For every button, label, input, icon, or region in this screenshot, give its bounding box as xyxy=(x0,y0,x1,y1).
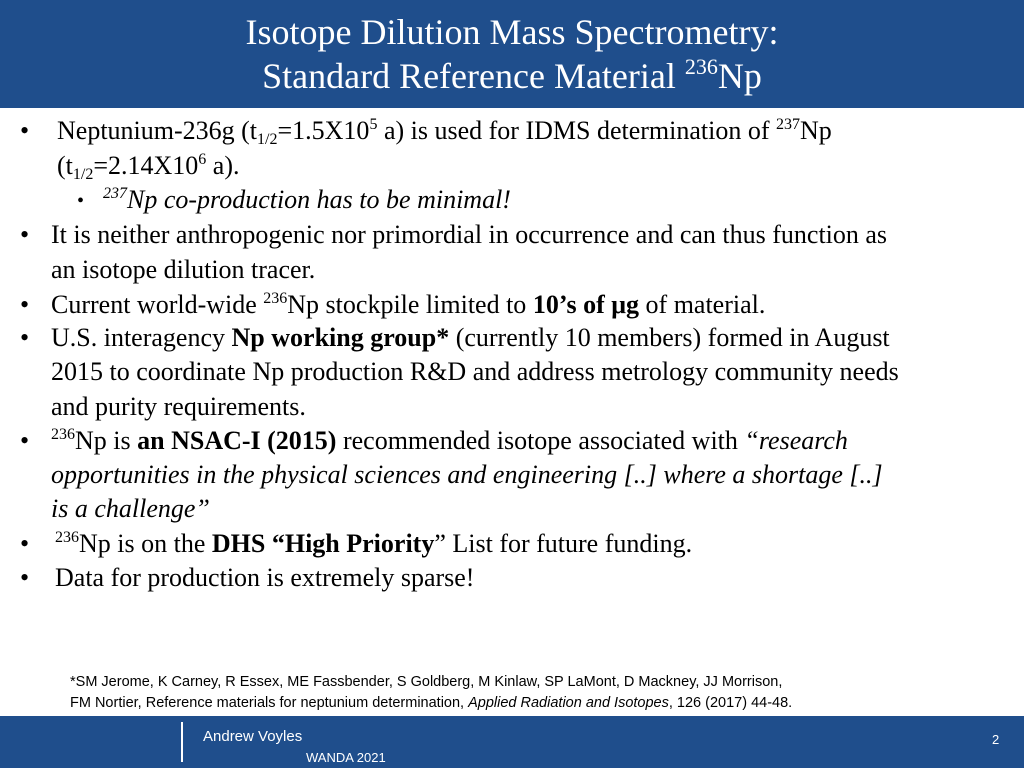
reference-footnote xyxy=(70,672,970,714)
bullet-7: Data for production is extremely sparse! xyxy=(55,563,475,592)
title-line-2: Standard Reference Material $^{236}$Np xyxy=(262,54,762,96)
bullet-marker: • xyxy=(20,220,30,249)
bullet-6: $^{236}$Np is on the DHS “High Priority” List for future funding. xyxy=(55,529,693,558)
author-name: Andrew Voyles xyxy=(203,728,303,745)
bullet-4-line-3: and purity requirements. xyxy=(51,392,306,421)
bullet-1-line-1: Neptunium-236g ($t_{1/2}=1.5X10^5$ a) is used for IDMS determination of $^{237}$Np xyxy=(57,116,832,148)
title-line-1: Isotope Dilution Mass Spectrometry: xyxy=(245,12,779,52)
footer-divider xyxy=(181,722,183,762)
bullet-5-line-1: $^{236}$Np is an NSAC-I (2015) recommended isotope associated with “research xyxy=(51,426,848,455)
bullet-marker: • xyxy=(20,563,30,592)
bullet-5-line-2: opportunities in the physical sciences and engineering [..] where a shortage [..] xyxy=(51,460,883,489)
bullet-marker: • xyxy=(20,529,30,558)
footnote-line-1: *SM Jerome, K Carney, R Essex, ME Fassbender, S Goldberg, M Kinlaw, SP LaMont, D Mackney, JJ Morrison, xyxy=(70,674,783,690)
footer-bar xyxy=(0,716,1024,768)
bullet-marker: • xyxy=(20,290,30,319)
bullet-4-line-2: 2015 to coordinate Np production R&D and address metrology community needs xyxy=(51,357,899,386)
bullet-marker: • xyxy=(20,323,30,352)
bullet-marker: • xyxy=(20,426,30,455)
bullet-2-line-1: It is neither anthropogenic nor primordial in occurrence and can thus function as xyxy=(51,220,888,249)
bullet-5-line-3: is a challenge” xyxy=(51,494,210,523)
slide-title xyxy=(0,10,1024,98)
sub-bullet-cop-production: $^{237}$Np co-production has to be minimal! xyxy=(103,185,511,214)
bullet-3: Current world-wide $^{236}$Np stockpile limited to 10’s of μg of material. xyxy=(51,290,766,319)
bullet-4-line-1: U.S. interagency Np working group* (currently 10 members) formed in August xyxy=(51,323,890,352)
bullet-1-line-2: ($t_{1/2}=2.14X10^6$ a). xyxy=(57,151,240,183)
bullet-2-line-2: an isotope dilution tracer. xyxy=(51,255,316,284)
bullet-marker: • xyxy=(20,116,30,145)
footnote-line-2: FM Nortier, Reference materials for neptunium determination, Applied Radiation and Isotopes, 126 (2017) 44-48. xyxy=(70,695,793,711)
page-number: 2 xyxy=(992,732,1000,747)
event-name: WANDA 2021 xyxy=(306,750,386,765)
sub-bullet-marker: • xyxy=(77,190,85,212)
